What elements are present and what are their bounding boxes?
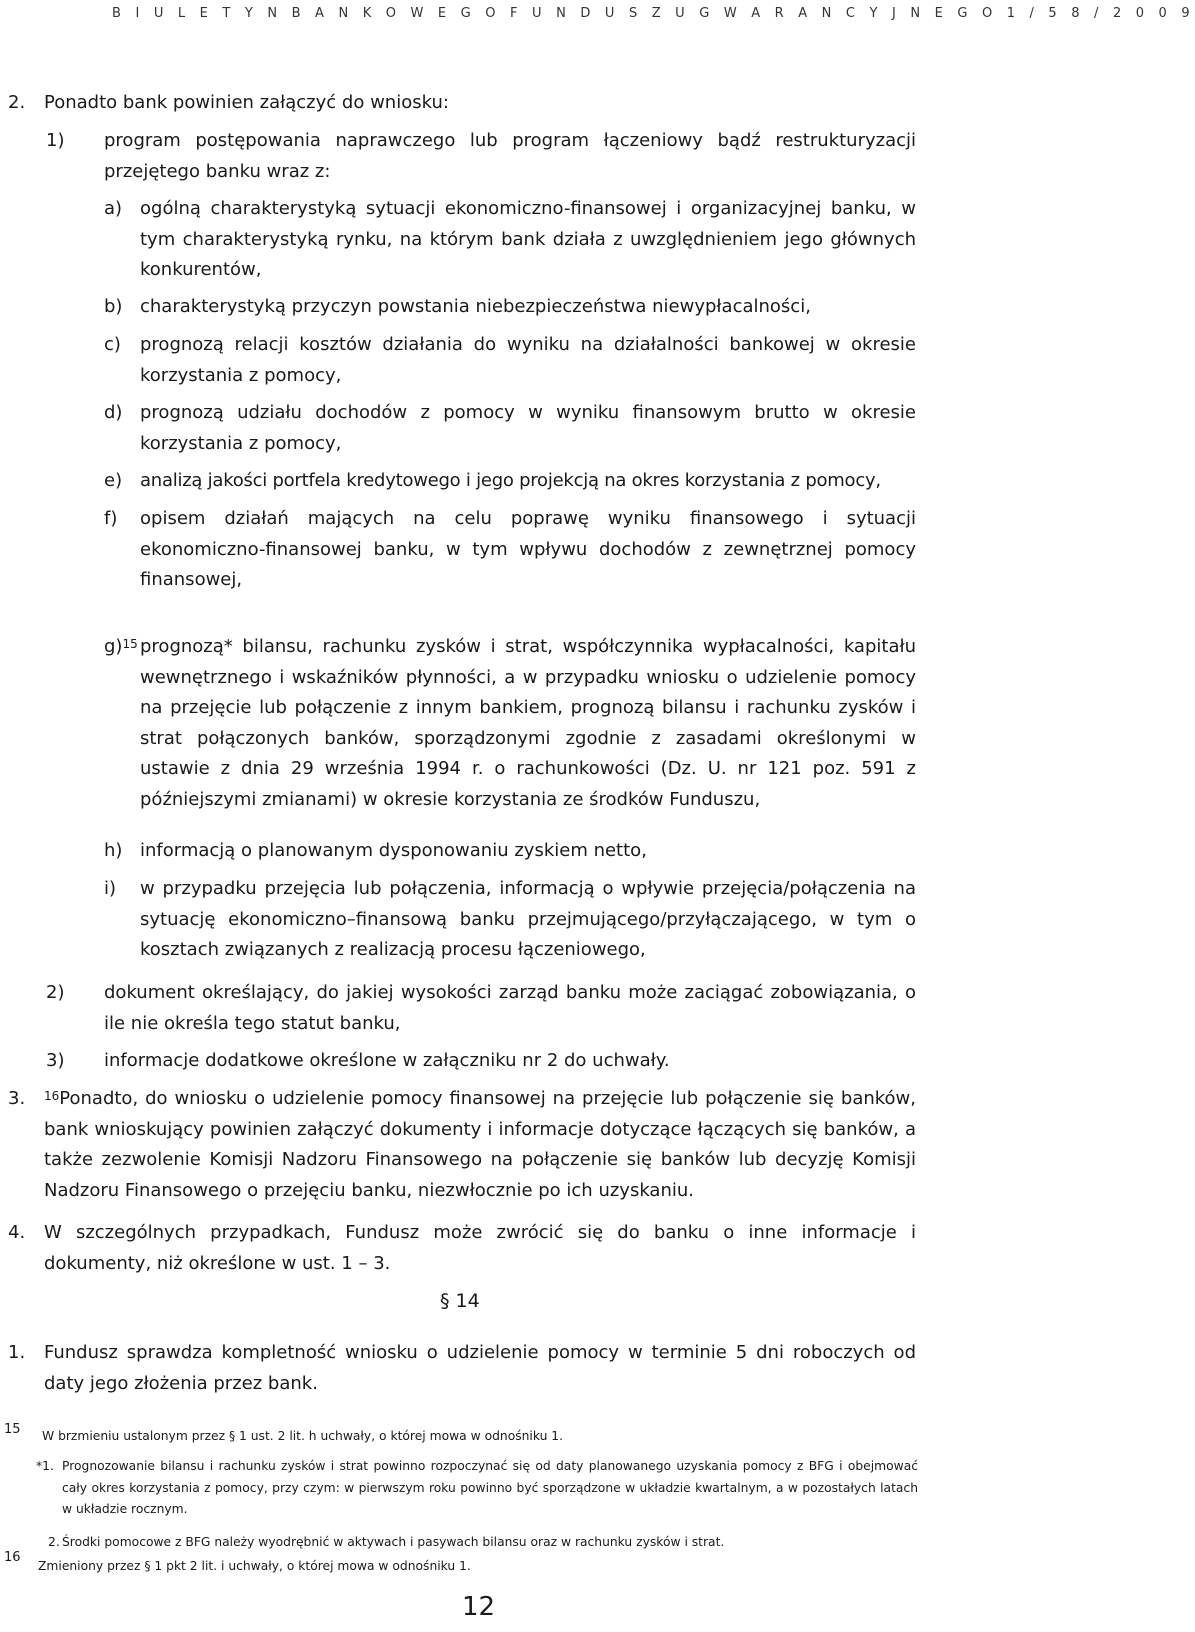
item-text: informacje dodatkowe określone w załączniku nr 2 do uchwały. — [104, 1050, 670, 1071]
subitem-text: prognozą relacji kosztów działania do wyniku na działalności bankowej w okresie korzystania z pomocy, — [140, 334, 916, 386]
footnote-ref: 15 — [122, 637, 138, 651]
point-number: 3. — [8, 1088, 26, 1109]
item-number: 3) — [46, 1050, 65, 1071]
subitem-text: analizą jakości portfela kredytowego i jego projekcją na okres korzystania z pomocy, — [140, 470, 881, 491]
point-text: Ponadto bank powinien załączyć do wniosku: — [44, 92, 449, 113]
footnote-text: Prognozowanie bilansu i rachunku zysków i strat powinno rozpoczynać się od daty planowanego uzyskania pomocy z BFG i obejmować cały okres korzystania z pomocy, przy czym: w pierwszym roku powinno być sporządzone w układzie kwartalnym, a w pozostałych latach w układzie rocznym. — [62, 1459, 918, 1517]
page-number: 12 — [462, 1592, 496, 1622]
subitem-letter: d) — [104, 402, 123, 423]
subitem-letter: a) — [104, 198, 123, 219]
footnote-ref: 16 — [44, 1089, 60, 1103]
subitem-letter: i) — [104, 878, 117, 899]
subitem-letter: f) — [104, 508, 118, 529]
footnote-number: 16 — [4, 1550, 21, 1565]
subitem-text: charakterystyką przyczyn powstania niebezpieczeństwa niewypłacalności, — [140, 296, 811, 317]
subitem-letter: c) — [104, 334, 121, 355]
point-number: 4. — [8, 1222, 26, 1243]
subitem-text: ogólną charakterystyką sytuacji ekonomiczno-finansowej i organizacyjnej banku, w tym charakterystyką rynku, na którym bank działa z uwzględnieniem jego głównych konkurentów, — [140, 198, 916, 280]
section-heading: § 14 — [440, 1290, 480, 1312]
point-text: W szczególnych przypadkach, Fundusz może zwrócić się do banku o inne informacje i dokumenty, niż określone w ust. 1 – 3. — [44, 1222, 916, 1274]
subitem-letter: g)$^{15}$ — [104, 636, 138, 657]
subitem-text: w przypadku przejęcia lub połączenia, informacją o wpływie przejęcia/połączenia na sytuację ekonomiczno–finansową banku przejmującego/przyłączającego, w tym o kosztach związanych z realizacją procesu łączeniowego, — [140, 878, 916, 960]
subitem-text: informacją o planowanym dysponowaniu zyskiem netto, — [140, 840, 647, 861]
item-number: 1) — [46, 130, 65, 151]
subitem-text: prognozą* bilansu, rachunku zysków i strat, współczynnika wypłacalności, kapitału wewnętrznego i wskaźników płynności, a w przypadku wniosku o udzielenie pomocy na przejęcie lub połączenie z innym bankiem, prognozą bilansu i rachunku zysków i strat połączonych banków, sporządzonymi zgodnie z zasadami określonymi w ustawie z dnia 29 września 1994 r. o rachunkowości (Dz. U. nr 121 poz. 591 z późniejszymi zmianami) w okresie korzystania ze środków Funduszu, — [140, 636, 916, 810]
footnote-text: Zmieniony przez § 1 pkt 2 lit. i uchwały, o której mowa w odnośniku 1. — [38, 1559, 471, 1573]
point-text: Fundusz sprawdza kompletność wniosku o udzielenie pomocy w terminie 5 dni roboczych od daty jego złożenia przez bank. — [44, 1342, 916, 1394]
subitem-text: prognozą udziału dochodów z pomocy w wyniku finansowym brutto w okresie korzystania z pomocy, — [140, 402, 916, 454]
subitem-text: opisem działań mających na celu poprawę wyniku finansowego i sytuacji ekonomiczno-finansowej banku, w tym wpływu dochodów z zewnętrznej pomocy finansowej, — [140, 508, 916, 590]
footnote-number: 15 — [4, 1422, 21, 1437]
subitem-letter: h) — [104, 840, 123, 861]
footnote-number: *1. — [36, 1459, 54, 1473]
item-text: program postępowania naprawczego lub program łączeniowy bądź restrukturyzacji przejętego banku wraz z: — [104, 130, 916, 182]
footnote-text: Środki pomocowe z BFG należy wyodrębnić w aktywach i pasywach bilansu oraz w rachunku zysków i strat. — [62, 1535, 725, 1549]
item-text: dokument określający, do jakiej wysokości zarząd banku może zaciągać zobowiązania, o ile nie określa tego statut banku, — [104, 982, 916, 1034]
footnote-number: 2. — [48, 1535, 60, 1549]
bulletin-header: B I U L E T Y N B A N K O W E G O F U N D U S Z U G W A R A N C Y J N E G O 1 / 5 8 / 2 0 0 9 — [112, 6, 1195, 21]
subitem-letter: e) — [104, 470, 123, 491]
subitem-letter: b) — [104, 296, 123, 317]
item-number: 2) — [46, 982, 65, 1003]
footnote-text: W brzmieniu ustalonym przez § 1 ust. 2 lit. h uchwały, o której mowa w odnośniku 1. — [42, 1429, 564, 1443]
point-text: $^{16}$Ponadto, do wniosku o udzielenie pomocy finansowej na przejęcie lub połączenie się banków, bank wnioskujący powinien załączyć dokumenty i informacje dotyczące łączących się banków, a także zezwolenie Komisji Nadzoru Finansowego na połączenie się banków lub decyzję Komisji Nadzoru Finansowego o przejęciu banku, niezwłocznie po ich uzyskaniu. — [44, 1088, 916, 1201]
point-number: 2. — [8, 92, 26, 113]
point-number: 1. — [8, 1342, 26, 1363]
